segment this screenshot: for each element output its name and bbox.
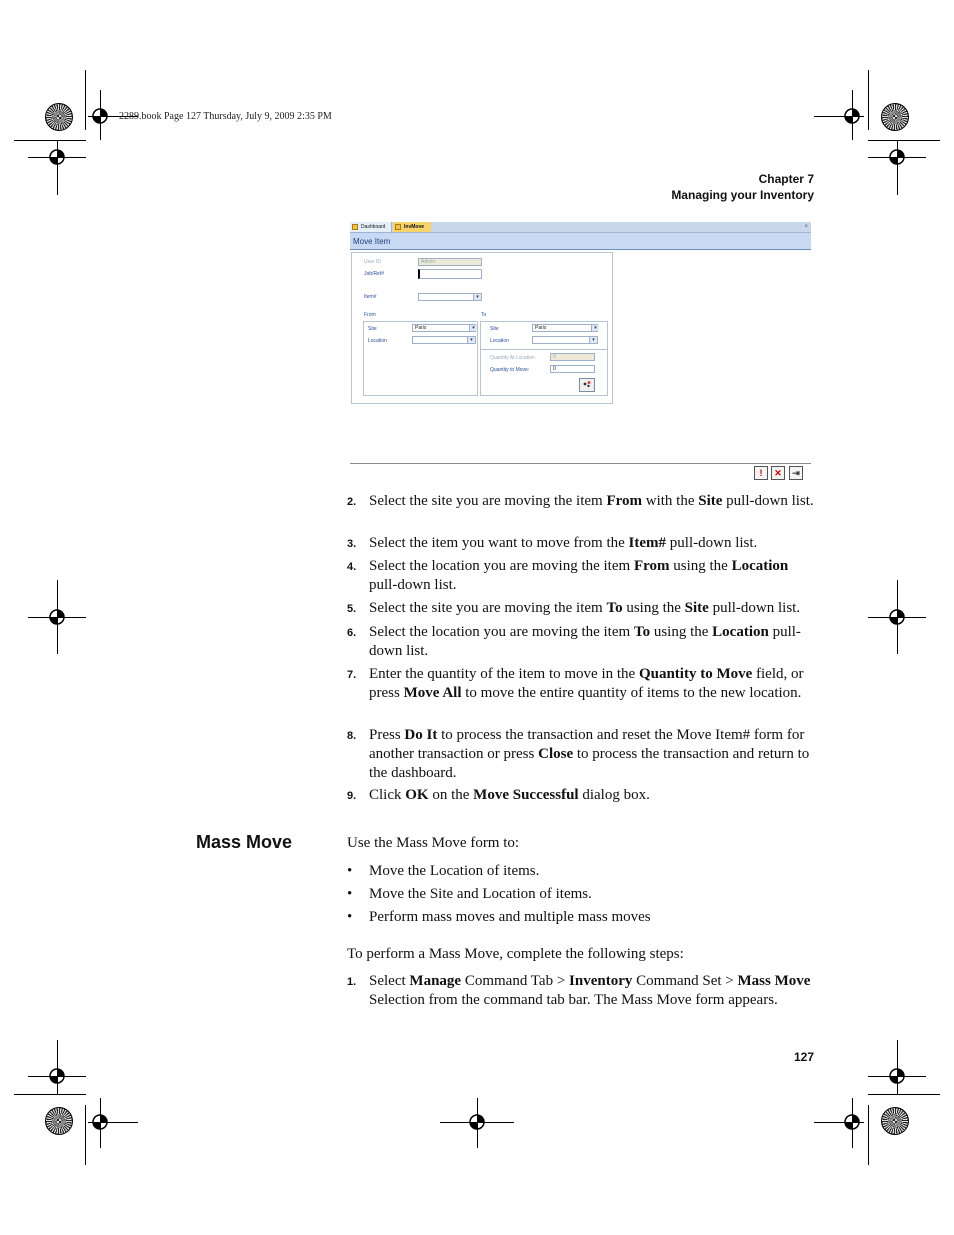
form-icon <box>352 224 358 230</box>
to-location-dropdown[interactable] <box>532 336 598 344</box>
text-run: pull-down list. <box>722 493 814 509</box>
text-run: pull-down list. <box>666 535 758 551</box>
from-label: From <box>364 312 376 318</box>
from-site-dropdown[interactable]: Paris <box>412 324 476 332</box>
close-button[interactable]: ⇥ <box>789 466 803 480</box>
text-run: Selection from the command tab bar. The Mass Move form appears. <box>369 992 778 1008</box>
bold-term: Mass Move <box>737 973 811 989</box>
bold-term: Site <box>684 600 709 616</box>
registration-mark-icon <box>885 605 909 629</box>
print-slug: 2289.book Page 127 Thursday, July 9, 2009 2:35 PM <box>119 111 332 122</box>
starburst-target-icon <box>45 1107 73 1135</box>
close-tab-icon[interactable]: × <box>804 224 808 230</box>
text-run: to process the transaction and reset the Move Item# form for another transaction or press <box>369 727 805 762</box>
page-number: 127 <box>793 1050 814 1064</box>
bold-term: To <box>606 600 623 616</box>
to-location-label: Location <box>490 338 509 344</box>
bold-term: Manage <box>409 973 462 989</box>
chevron-down-icon: ▾ <box>591 325 599 331</box>
text-run: Select the item you want to move from the <box>369 535 629 551</box>
item-label: Item# <box>364 294 377 300</box>
cancel-button[interactable]: ✕ <box>771 466 785 480</box>
registration-mark-icon <box>885 145 909 169</box>
bold-term: Site <box>698 493 723 509</box>
text-run: pull-down list. <box>369 624 801 659</box>
registration-mark-icon <box>88 104 112 128</box>
text-run: Select <box>369 973 410 989</box>
bold-term: Item# <box>628 535 667 551</box>
text-run: pull-down list. <box>708 600 801 616</box>
text-run: to move the entire quantity of items to the new location. <box>461 685 802 701</box>
bold-term: From <box>606 493 642 509</box>
user-id-field: Admin <box>418 258 482 266</box>
tab-invmove[interactable]: InvMove <box>393 222 431 232</box>
item-dropdown[interactable] <box>418 293 482 301</box>
move-all-icon <box>582 379 592 389</box>
text-run: to process the transaction and return to the dashboard. <box>369 746 810 781</box>
text-run: Select the location you are moving the item <box>369 624 634 640</box>
qty-to-move-input[interactable]: 0 <box>550 365 595 373</box>
text-run: on the <box>428 787 474 803</box>
bold-term: From <box>633 558 670 574</box>
document-tab-bar <box>350 222 811 233</box>
text-run: Command Set > <box>632 973 738 989</box>
text-run: Enter the quantity of the item to move in the <box>369 666 639 682</box>
text-run: with the <box>641 493 699 509</box>
user-id-label: User ID <box>364 259 381 265</box>
qty-at-location-field: 0 <box>550 353 595 361</box>
bold-term: To <box>633 624 651 640</box>
from-location-label: Location <box>368 338 387 344</box>
text-run: Command Tab > <box>461 973 570 989</box>
starburst-target-icon <box>881 103 909 131</box>
text-run: Press <box>369 727 405 743</box>
bold-term: Location <box>731 558 789 574</box>
toolbar-divider <box>350 463 811 464</box>
bold-term: Move All <box>403 685 462 701</box>
text-run: using the <box>669 558 732 574</box>
text-run: field, or press <box>369 666 804 701</box>
job-ref-input[interactable] <box>418 269 482 279</box>
to-panel <box>480 321 608 396</box>
bold-term: Do It <box>404 727 438 743</box>
bold-term: Quantity to Move <box>638 666 753 682</box>
registration-mark-icon <box>45 145 69 169</box>
section-intro: Use the Mass Move form to: <box>347 835 520 851</box>
chevron-down-icon: ▾ <box>467 337 475 343</box>
do-it-button[interactable]: ! <box>754 466 768 480</box>
bold-term: Inventory <box>569 973 633 989</box>
text-run: Select the location you are moving the item <box>369 558 634 574</box>
to-label: To <box>481 312 487 318</box>
registration-mark-icon <box>840 104 864 128</box>
job-ref-label: Job/Ref# <box>364 271 385 277</box>
chevron-down-icon: ▾ <box>589 337 597 343</box>
text-run: Click <box>369 787 406 803</box>
qty-to-move-label: Quantity to Move: <box>490 367 530 373</box>
panel-divider <box>481 349 607 350</box>
to-site-label: Site <box>490 326 499 332</box>
registration-mark-icon <box>885 1064 909 1088</box>
from-site-label: Site <box>368 326 377 332</box>
chevron-down-icon: ▾ <box>469 325 477 331</box>
registration-mark-icon <box>465 1110 489 1134</box>
form-title: Move Item <box>350 233 811 250</box>
text-run: using the <box>622 600 685 616</box>
to-site-dropdown[interactable]: Paris <box>532 324 598 332</box>
text-run: pull-down list. <box>369 577 457 593</box>
from-panel <box>363 321 478 396</box>
registration-mark-icon <box>88 1110 112 1134</box>
bold-term: Move Successful <box>473 787 579 803</box>
bold-term: Location <box>712 624 769 640</box>
running-head-chapter: Chapter 7 <box>758 172 814 186</box>
from-location-dropdown[interactable] <box>412 336 476 344</box>
text-run: dialog box. <box>578 787 650 803</box>
move-all-button[interactable] <box>579 378 595 392</box>
move-item-form <box>351 252 613 404</box>
text-run: Select the site you are moving the item <box>369 493 607 509</box>
starburst-target-icon <box>45 103 73 131</box>
text-run: using the <box>650 624 713 640</box>
bold-term: OK <box>405 787 429 803</box>
move-item-screenshot <box>350 222 811 484</box>
text-run: Select the site you are moving the item <box>369 600 607 616</box>
starburst-target-icon <box>881 1107 909 1135</box>
bold-term: Close <box>538 746 574 762</box>
tab-dashboard[interactable]: Dashboard <box>350 222 392 232</box>
running-head-title: Managing your Inventory <box>671 188 814 202</box>
qty-at-location-label: Quantity At Location <box>490 355 535 361</box>
registration-mark-icon <box>45 605 69 629</box>
chevron-down-icon: ▾ <box>473 294 481 300</box>
registration-mark-icon <box>840 1110 864 1134</box>
registration-mark-icon <box>45 1064 69 1088</box>
section-lead: To perform a Mass Move, complete the following steps: <box>347 946 684 962</box>
form-icon <box>395 224 401 230</box>
section-heading: Mass Move <box>196 832 293 852</box>
